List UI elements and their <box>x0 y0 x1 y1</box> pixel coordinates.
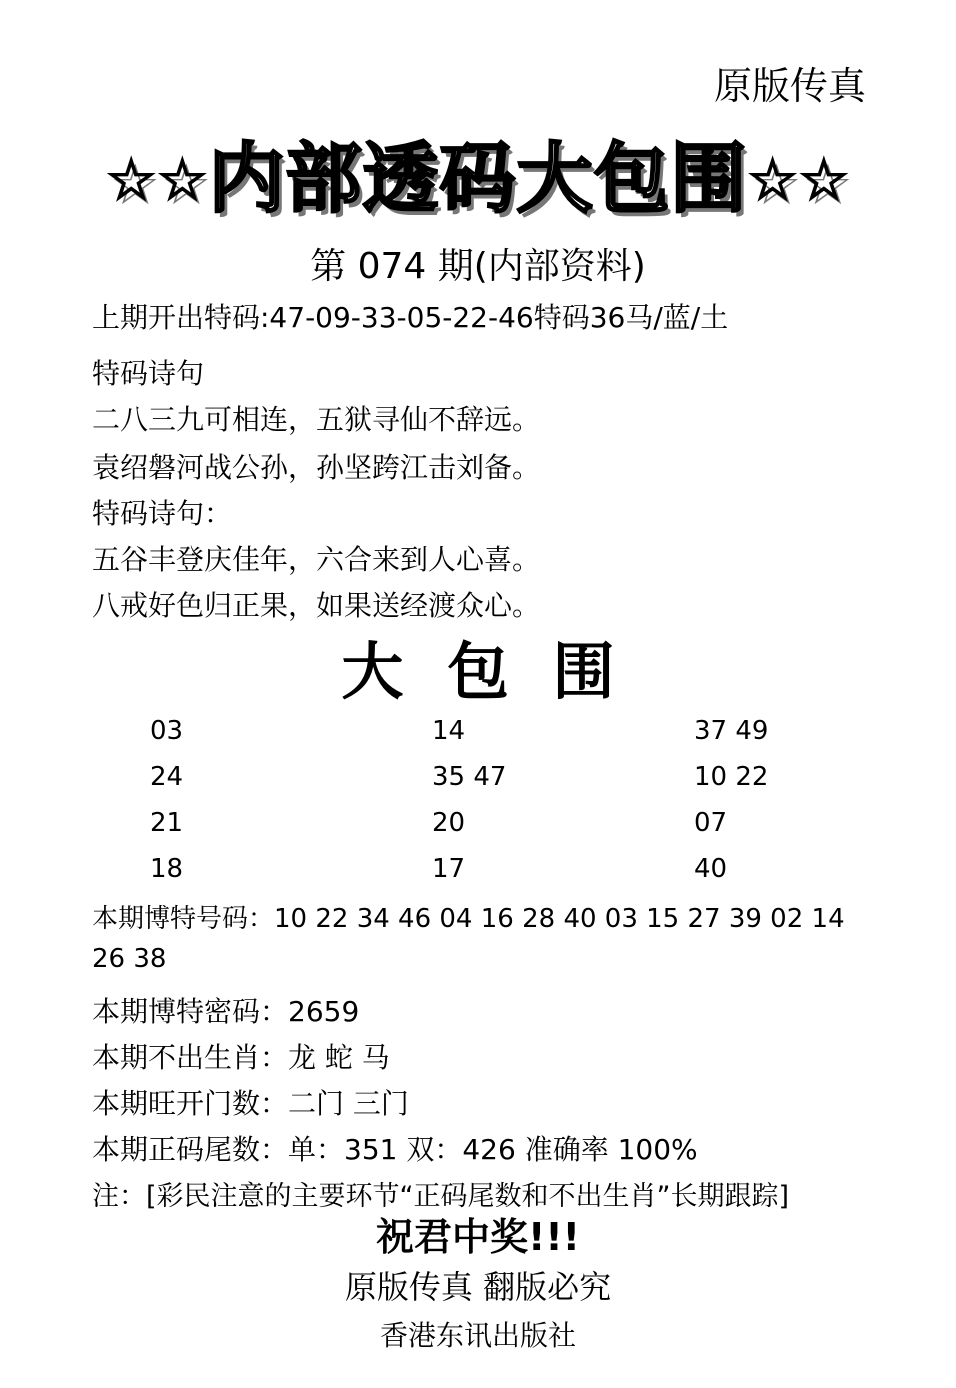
special-numbers-line: 本期博特号码：10 22 34 46 04 16 28 40 03 15 27 39 02 14 <box>92 904 845 934</box>
issue-line: 第 074 期(内部资料) <box>310 246 646 287</box>
big-title: 大 包 围 <box>341 635 615 708</box>
poem-b-line: 五谷丰登庆佳年，六合来到人心喜。 <box>92 543 541 576</box>
lucky-doors-line: 本期旺开门数：二门 三门 <box>92 1087 409 1120</box>
note-line: 注：[彩民注意的主要环节“正码尾数和不出生肖”长期跟踪] <box>92 1181 790 1212</box>
poem-b-line: 八戒好色归正果，如果送经渡众心。 <box>92 589 541 622</box>
last-issue-line: 上期开出特码:47-09-33-05-22-46特码36马/蓝/土 <box>92 301 729 334</box>
number-cell: 03 <box>150 716 184 746</box>
number-cell: 21 <box>150 808 184 838</box>
number-cell: 18 <box>150 854 184 884</box>
secret-code-line: 本期博特密码：2659 <box>92 995 360 1028</box>
title-stars-left: ☆☆ <box>106 148 209 213</box>
number-cell: 17 <box>432 854 466 884</box>
poem-a-line: 二八三九可相连，五狱寻仙不辞远。 <box>92 403 541 436</box>
number-cell: 14 <box>432 716 466 746</box>
number-cell: 37 49 <box>694 716 769 746</box>
wish-line: 祝君中奖!!! <box>376 1215 580 1259</box>
corner-label: 原版传真 <box>713 64 866 108</box>
excluded-zodiac-line: 本期不出生肖：龙 蛇 马 <box>92 1041 390 1074</box>
poem-b-heading: 特码诗句： <box>92 497 233 530</box>
publisher-line: 香港东讯出版社 <box>379 1319 576 1352</box>
title-text: 内部透码大包围 <box>208 134 748 223</box>
poem-a-heading: 特码诗句 <box>92 357 205 390</box>
slogan-line: 原版传真 翻版必究 <box>344 1268 612 1306</box>
number-cell: 07 <box>694 808 728 838</box>
title-stars-right: ☆☆ <box>747 148 850 213</box>
main-title <box>0 118 956 227</box>
number-cell: 40 <box>694 854 728 884</box>
number-cell: 35 47 <box>432 762 507 792</box>
poem-a-line: 袁绍磐河战公孙，孙坚跨江击刘备。 <box>92 451 541 484</box>
number-cell: 24 <box>150 762 184 792</box>
number-cell: 20 <box>432 808 466 838</box>
number-cell: 10 22 <box>694 762 769 792</box>
special-numbers-continued: 26 38 <box>92 944 167 974</box>
tail-numbers-line: 本期正码尾数：单：351 双：426 准确率 100% <box>92 1133 698 1166</box>
